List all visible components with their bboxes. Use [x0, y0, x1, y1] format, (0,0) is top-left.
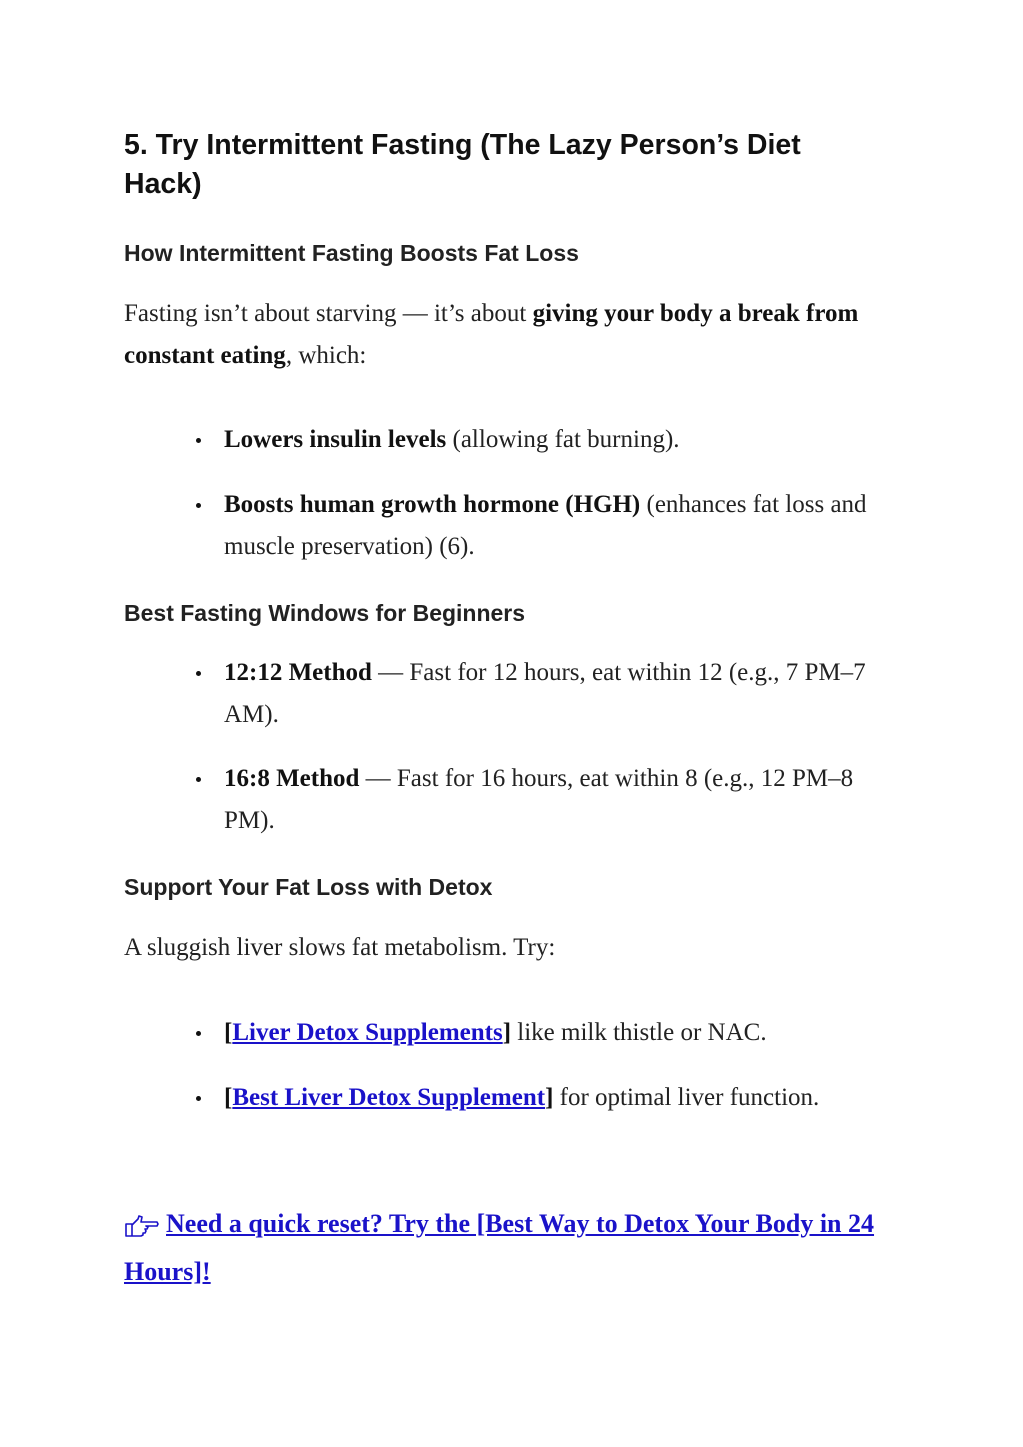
list-item	[224, 758, 904, 842]
heading-fat-loss: How Intermittent Fasting Boosts Fat Loss	[124, 240, 579, 266]
intro-text-1: Fasting isn’t about starving — it’s about	[124, 300, 533, 327]
bracket-open: [	[224, 1084, 233, 1111]
heading-fasting-windows: Best Fasting Windows for Beginners	[124, 600, 526, 626]
list-item	[224, 652, 904, 736]
bracket-open: [	[224, 1019, 233, 1046]
list-item-text: — Fast for 12 hours, eat within 12 (e.g., 7 PM–7 AM).	[224, 659, 866, 728]
best-liver-detox-supplement-link[interactable]: Best Liver Detox Supplement	[232, 1084, 546, 1111]
bullet-icon	[196, 438, 201, 443]
list-item	[224, 1012, 904, 1054]
list-item	[224, 1077, 904, 1119]
detox-reset-cta-link[interactable]	[124, 1203, 884, 1293]
intro-bold-text: giving your body a break from constant eating	[124, 300, 859, 369]
heading-detox: Support Your Fat Loss with Detox	[124, 874, 493, 900]
detox-intro: A sluggish liver slows fat metabolism. Try:	[124, 934, 556, 961]
list-item-bold: 16:8 Method	[224, 765, 360, 792]
bullet-icon	[196, 503, 201, 508]
list-item-text: like milk thistle or NAC.	[511, 1019, 767, 1046]
bullet-icon	[196, 1096, 201, 1101]
list-item-bold: Lowers insulin levels	[224, 426, 447, 453]
bullet-icon	[196, 777, 201, 782]
list-item-text: (enhances fat loss and muscle preservation) (6).	[224, 491, 867, 560]
list-item-text: for optimal liver function.	[553, 1084, 820, 1111]
list-item-bold: Boosts human growth hormone (HGH)	[224, 491, 641, 518]
pointing-hand-icon	[124, 1209, 160, 1251]
bullet-icon	[196, 671, 201, 676]
section-title: 5. Try Intermittent Fasting (The Lazy Person’s Diet Hack)	[124, 129, 801, 200]
bracket-close: ]	[545, 1084, 554, 1111]
list-item-bold: 12:12 Method	[224, 659, 372, 686]
liver-detox-supplements-link[interactable]: Liver Detox Supplements	[232, 1019, 503, 1046]
bullet-icon	[196, 1031, 201, 1036]
cta-text: Need a quick reset? Try the [Best Way to Detox Your Body in 24 Hours]!	[124, 1209, 875, 1286]
list-item-text: — Fast for 16 hours, eat within 8 (e.g., 12 PM–8 PM).	[224, 765, 854, 834]
list-item-text: (allowing fat burning).	[446, 426, 680, 453]
bracket-close: ]	[502, 1019, 512, 1046]
intro-text-2: , which:	[285, 342, 367, 369]
intro-paragraph	[124, 293, 904, 377]
list-item	[224, 419, 904, 461]
list-item	[224, 484, 904, 568]
